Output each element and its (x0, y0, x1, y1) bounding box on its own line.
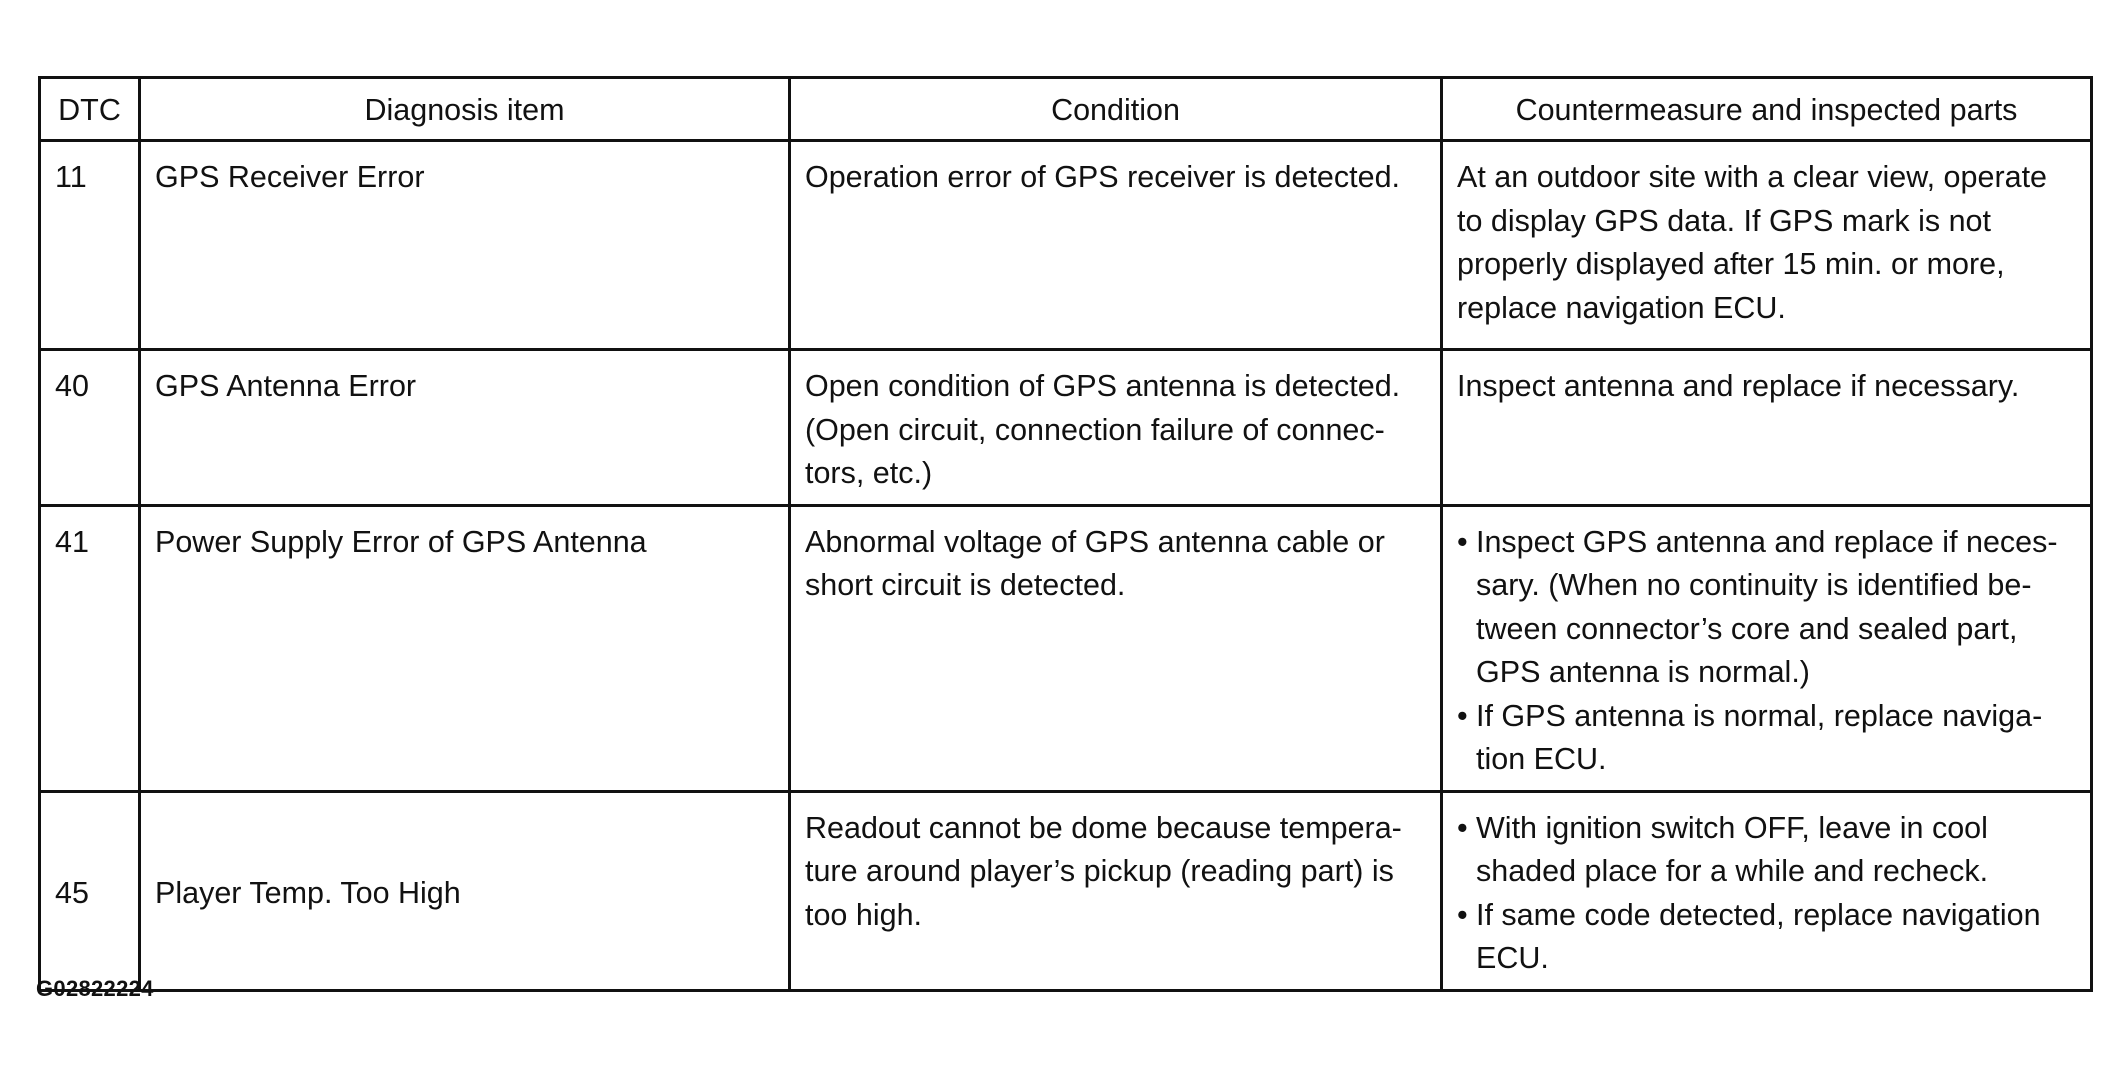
list-item (1457, 807, 2076, 894)
dtc-code-cell: 11 (40, 141, 140, 350)
bullet-icon: • (1457, 810, 1468, 845)
table-row (40, 350, 2092, 506)
list-item (1457, 894, 2076, 981)
list-item (1457, 695, 2076, 782)
dtc-code-cell: 41 (40, 505, 140, 791)
condition-cell: Open condition of GPS antenna is detected. (Open circuit, connection failure of connec-tors, etc.) (790, 350, 1442, 506)
countermeasure-cell: Inspect antenna and replace if necessary. (1442, 350, 2092, 506)
list-item-text: If same code detected, replace navigation ECU. (1476, 897, 2041, 975)
figure-id: G02822224 (36, 976, 154, 1001)
column-header-diagnosis-item: Diagnosis item (140, 78, 790, 141)
dtc-code-cell: 45 (40, 791, 140, 990)
countermeasure-cell (1442, 505, 2092, 791)
condition-cell: Operation error of GPS receiver is detected. (790, 141, 1442, 350)
diagnosis-item-cell: GPS Receiver Error (140, 141, 790, 350)
table-row (40, 505, 2092, 791)
list-item-text: If GPS antenna is normal, replace naviga-tion ECU. (1476, 698, 2043, 776)
countermeasure-cell (1442, 791, 2092, 990)
diagnosis-item-cell: Power Supply Error of GPS Antenna (140, 505, 790, 791)
countermeasure-list (1457, 521, 2076, 782)
condition-cell: Readout cannot be dome because tempera-ture around player’s pickup (reading part) is too high. (790, 791, 1442, 990)
table-header-row (40, 78, 2092, 141)
column-header-countermeasure: Countermeasure and inspected parts (1442, 78, 2092, 141)
countermeasure-list (1457, 807, 2076, 981)
list-item (1457, 521, 2076, 695)
dtc-table (38, 76, 2093, 992)
bullet-icon: • (1457, 698, 1468, 733)
bullet-icon: • (1457, 524, 1468, 559)
column-header-condition: Condition (790, 78, 1442, 141)
column-header-dtc: DTC (40, 78, 140, 141)
bullet-icon: • (1457, 897, 1468, 932)
condition-cell: Abnormal voltage of GPS antenna cable or short circuit is detected. (790, 505, 1442, 791)
list-item-text: Inspect GPS antenna and replace if neces-sary. (When no continuity is identified be-tween connector’s core and sealed part, GPS antenna is normal.) (1476, 524, 2058, 689)
countermeasure-cell: At an outdoor site with a clear view, operate to display GPS data. If GPS mark is not properly displayed after 15 min. or more, replace navigation ECU. (1442, 141, 2092, 350)
list-item-text: With ignition switch OFF, leave in cool shaded place for a while and recheck. (1476, 810, 1989, 888)
table-row (40, 791, 2092, 990)
diagnosis-item-cell: Player Temp. Too High (140, 791, 790, 990)
table-row (40, 141, 2092, 350)
diagnosis-item-cell: GPS Antenna Error (140, 350, 790, 506)
dtc-code-cell: 40 (40, 350, 140, 506)
